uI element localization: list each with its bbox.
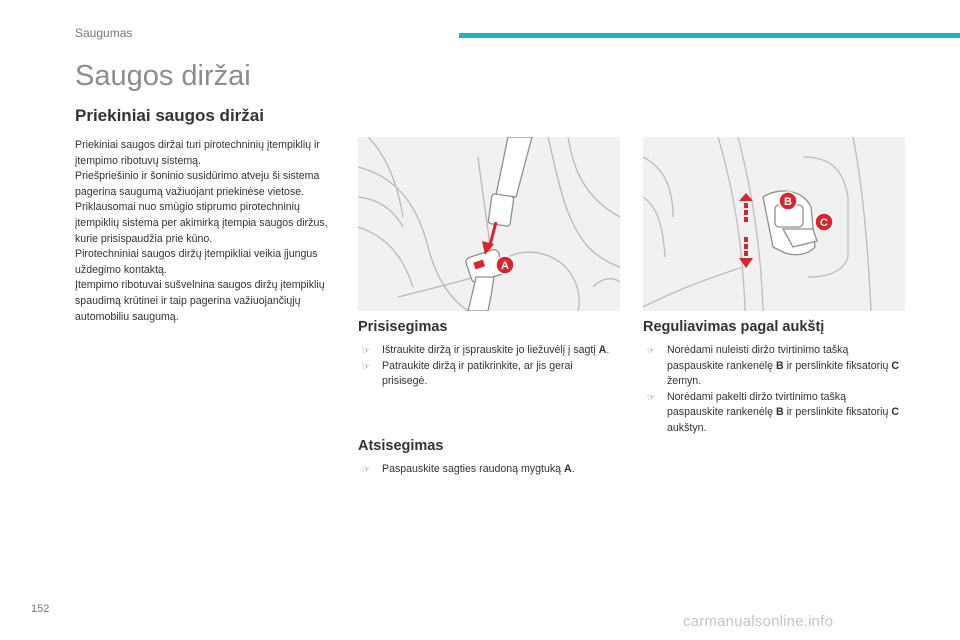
buckle-illustration bbox=[358, 137, 620, 311]
pointer-icon: ☞ bbox=[647, 391, 656, 402]
height-adjuster-illustration bbox=[643, 137, 905, 311]
page-title: Saugos diržai bbox=[75, 60, 251, 92]
callout-label: A bbox=[501, 260, 509, 272]
unfastening-heading: Atsisegimas bbox=[358, 438, 444, 454]
list-item: ☞ Patraukite diržą ir patikrinkite, ar jis gerai prisisegė. bbox=[362, 359, 573, 388]
section-subtitle: Priekiniai saugos diržai bbox=[75, 106, 264, 125]
section-label: Saugumas bbox=[75, 26, 133, 40]
pointer-icon: ☞ bbox=[647, 345, 656, 355]
pointer-icon: ☞ bbox=[362, 464, 371, 474]
callout-label: C bbox=[820, 217, 828, 229]
unfastening-list bbox=[358, 462, 620, 478]
page-number: 152 bbox=[31, 603, 50, 615]
pointer-icon: ☞ bbox=[362, 360, 371, 371]
list-item: ☞ Norėdami nuleisti diržo tvirtinimo tašką paspauskite rankenėlę B ir perslinkite fiksatorių C žemyn. bbox=[647, 344, 900, 388]
intro-paragraph: Priešpriešinio ir šoninio susidūrimo atveju ši sistema pagerina saugumą važiuojant priekinėse vietose. Priklausomai nuo smūgio stiprumo pirotechninių įtempiklių sistema per akimirką įtempia saugos diržus, kurie prisispaudžia prie kūno. bbox=[75, 170, 328, 245]
fastening-list bbox=[358, 343, 620, 390]
list-item: ☞ Paspauskite sagties raudoną mygtuką A. bbox=[358, 462, 620, 478]
list-item: ☞ Ištraukite diržą ir įsprauskite jo liežuvėlį į sagtį A. bbox=[358, 343, 620, 359]
intro-paragraph: Priekiniai saugos diržai turi pirotechninių įtempiklių ir įtempimo ribotuvų sistemą. bbox=[75, 139, 320, 167]
height-adjustment-heading: Reguliavimas pagal aukštį bbox=[643, 319, 825, 335]
pointer-icon: ☞ bbox=[362, 345, 371, 355]
accent-bar bbox=[459, 33, 960, 38]
list-item: ☞ Norėdami pakelti diržo tvirtinimo tašką paspauskite rankenėlę B ir perslinkite fiksatorių C aukštyn. bbox=[647, 390, 900, 434]
height-adjustment-list bbox=[643, 343, 905, 437]
watermark: carmanualsonline.info bbox=[683, 613, 834, 630]
intro-paragraph: Pirotechniniai saugos diržų įtempikliai veikia įjungus uždegimo kontaktą. bbox=[75, 248, 318, 276]
intro-paragraph: Įtempimo ribotuvai sušvelnina saugos diržų įtempiklių spaudimą krūtinei ir taip pagerina važiuojančiųjų automobiliu saugumą. bbox=[75, 279, 325, 323]
fastening-heading: Prisisegimas bbox=[358, 319, 448, 335]
intro-text bbox=[75, 138, 330, 325]
callout-label: B bbox=[784, 196, 792, 208]
